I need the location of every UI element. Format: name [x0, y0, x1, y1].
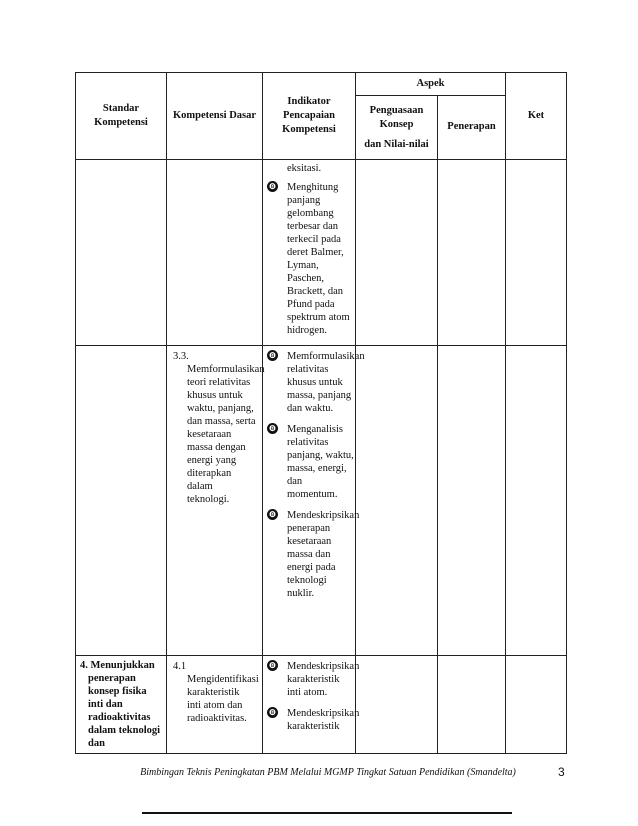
header-kompetensi: Kompetensi Dasar: [167, 73, 263, 160]
cell-standar: [76, 656, 167, 754]
kd-text: Mengidentifikasi karakteristik inti atom dan radioaktivitas.: [187, 674, 259, 724]
numbered-bullet-icon: ❽: [268, 351, 277, 360]
sk-number-line: 4. Menunjukkan: [80, 660, 155, 671]
indikator-continuation: eksitasi.: [287, 163, 322, 174]
list-item: [263, 707, 360, 733]
header-standar: Standar Kompetensi: [76, 73, 167, 160]
indikator-text: Mendeskripsikan karakteristik inti atom.: [287, 661, 360, 698]
header-indikator: Indikator Pencapaian Kompetensi: [263, 73, 356, 160]
table-row: [76, 656, 567, 754]
indikator-text: Mendeskripsikan karakteristik: [287, 708, 360, 732]
indikator-list: [263, 181, 355, 337]
indikator-list: [263, 350, 365, 600]
cell-penguasaan: [356, 160, 438, 346]
cell-indikator: [263, 656, 360, 754]
cell-kompetensi: [167, 656, 263, 754]
list-item: [263, 660, 360, 699]
indikator-text: Menganalisis relativitas panjang, waktu, massa, energi, dan momentum.: [287, 424, 354, 500]
cell-penerapan: [438, 656, 506, 754]
indikator-text: Memformulasikan relativitas khusus untuk massa, panjang dan waktu.: [287, 351, 365, 414]
cell-standar: [76, 160, 167, 346]
numbered-bullet-icon: ❽: [268, 182, 277, 191]
table-row: [76, 346, 567, 656]
page-footer: Bimbingan Teknis Peningkatan PBM Melalui MGMP Tingkat Satuan Pendidikan (Smandelta): [140, 767, 516, 778]
standar-kompetensi-text: [76, 656, 166, 753]
page-number: 3: [558, 765, 565, 779]
cell-kompetensi: [167, 346, 263, 656]
header-penguasaan-label: Penguasaan Konsep: [369, 104, 424, 130]
sk-continuation: penerapan konsep fisika inti dan radioaktivitas dalam teknologi dan: [88, 673, 161, 749]
list-item: [263, 509, 360, 600]
cell-penerapan: [438, 346, 506, 656]
list-item: [263, 423, 355, 501]
numbered-bullet-icon: ❽: [268, 424, 277, 433]
indikator-text: Menghitung panjang gelombang terbesar dan terkecil pada deret Balmer, Lyman, Paschen, Brackett, dan Pfund pada spektrum atom hidrogen.: [287, 182, 350, 336]
kd-number: 4.1: [173, 661, 187, 672]
footer-divider: [142, 812, 512, 814]
cell-ket: [506, 160, 567, 346]
cell-indikator: [263, 346, 365, 656]
header-ket: Ket: [506, 73, 567, 160]
header-aspek: Aspek: [356, 73, 506, 96]
cell-penguasaan: [356, 346, 438, 656]
cell-ket: [506, 346, 567, 656]
indikator-list: [263, 660, 360, 733]
kd-number: 3.3.: [173, 351, 189, 362]
kd-text: Memformulasikan teori relativitas khusus untuk waktu, panjang, dan massa, serta kesetaraan massa dengan energi yang diterapkan dalam teknologi.: [187, 364, 265, 505]
cell-kompetensi: [167, 160, 263, 346]
list-item: [263, 181, 355, 337]
header-penerapan: Penerapan: [438, 95, 506, 159]
cell-penerapan: [438, 160, 506, 346]
indikator-text: Mendeskripsikan penerapan kesetaraan massa dan energi pada teknologi nuklir.: [287, 510, 360, 599]
header-penguasaan: [356, 95, 438, 159]
cell-ket: [506, 656, 567, 754]
cell-penguasaan: [356, 656, 438, 754]
numbered-bullet-icon: ❽: [268, 661, 277, 670]
competency-table: [75, 72, 567, 754]
numbered-bullet-icon: ❽: [268, 510, 277, 519]
list-item: [263, 350, 365, 415]
numbered-bullet-icon: ❽: [268, 708, 277, 717]
cell-standar: [76, 346, 167, 656]
header-nilai-label: dan Nilai-nilai: [364, 138, 429, 150]
table-row: [76, 160, 567, 346]
cell-indikator: [263, 160, 356, 346]
